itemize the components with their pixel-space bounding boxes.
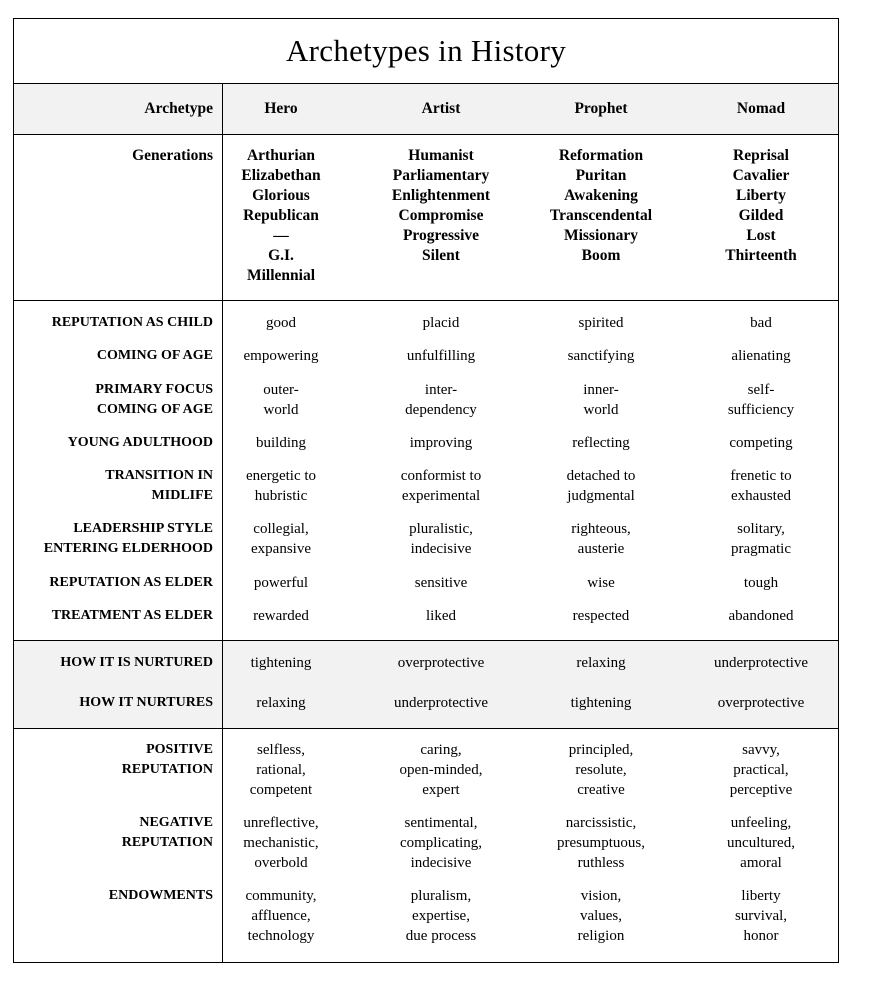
row-cell-hero: empowering <box>243 348 319 364</box>
row-cell-prophet: narcissistic, presumptuous, ruthless <box>557 815 645 871</box>
generations-label: Generations <box>132 147 213 164</box>
row-cell-nomad: overprotective <box>717 695 805 711</box>
row-label: REPUTATION AS CHILD <box>51 315 213 330</box>
row-cell-artist: sentimental, complicating, indecisive <box>399 815 483 871</box>
archetype-header-label: Archetype <box>144 100 213 117</box>
row-cell-nomad: self- sufficiency <box>727 382 795 418</box>
row-cell-hero: collegial, expansive <box>251 521 311 557</box>
row-cell-prophet: righteous, austerie <box>571 521 631 557</box>
row-cell-prophet: vision, values, religion <box>577 888 625 944</box>
divider-title <box>14 83 838 84</box>
row-cell-hero: rewarded <box>253 608 309 624</box>
row-label: YOUNG ADULTHOOD <box>67 435 213 450</box>
row-cell-hero: tightening <box>250 655 312 671</box>
row-cell-nomad: savvy, practical, perceptive <box>729 742 793 798</box>
row-cell-nomad: alienating <box>731 348 791 364</box>
row-cell-hero: energetic to hubristic <box>245 468 317 504</box>
row-cell-hero: relaxing <box>256 695 306 711</box>
row-label: COMING OF AGE <box>96 348 213 363</box>
row-cell-artist: inter- dependency <box>405 382 477 418</box>
row-cell-hero: outer- world <box>263 382 299 418</box>
row-cell-nomad: abandoned <box>728 608 794 624</box>
archetypes-table <box>13 18 839 963</box>
divider-header <box>14 134 838 135</box>
column-header-artist: Artist <box>421 100 461 117</box>
column-header-nomad: Nomad <box>736 100 786 117</box>
row-cell-artist: underprotective <box>393 695 489 711</box>
row-cell-hero: good <box>266 315 296 331</box>
row-cell-nomad: underprotective <box>713 655 809 671</box>
row-cell-prophet: reflecting <box>572 435 630 451</box>
row-label: LEADERSHIP STYLE ENTERING ELDERHOOD <box>43 521 213 556</box>
row-cell-hero: powerful <box>253 575 309 591</box>
row-cell-prophet: sanctifying <box>567 348 635 364</box>
row-cell-nomad: liberty survival, honor <box>734 888 788 944</box>
row-cell-nomad: unfeeling, uncultured, amoral <box>727 815 795 871</box>
row-cell-hero: selfless, rational, competent <box>249 742 313 798</box>
row-cell-nomad: bad <box>750 315 772 331</box>
row-cell-prophet: principled, resolute, creative <box>568 742 634 798</box>
row-cell-prophet: tightening <box>570 695 632 711</box>
generations-prophet: Reformation Puritan Awakening Transcendental Missionary Boom <box>549 147 653 264</box>
row-cell-hero: unreflective, mechanistic, overbold <box>243 815 319 871</box>
generations-nomad: Reprisal Cavalier Liberty Gilded Lost Thirteenth <box>725 147 797 264</box>
row-cell-prophet: detached to judgmental <box>566 468 636 504</box>
row-cell-prophet: inner- world <box>583 382 619 418</box>
row-cell-prophet: relaxing <box>576 655 626 671</box>
column-header-prophet: Prophet <box>574 100 628 117</box>
divider-generations <box>14 300 838 301</box>
row-cell-artist: placid <box>422 315 460 331</box>
row-cell-artist: pluralism, expertise, due process <box>405 888 477 944</box>
row-label: HOW IT NURTURES <box>79 695 213 710</box>
row-cell-prophet: spirited <box>578 315 624 331</box>
row-label: POSITIVE REPUTATION <box>121 742 213 777</box>
row-cell-artist: overprotective <box>397 655 485 671</box>
row-cell-artist: pluralistic, indecisive <box>409 521 473 557</box>
row-label: ENDOWMENTS <box>108 888 213 903</box>
row-cell-prophet: respected <box>572 608 630 624</box>
row-cell-artist: conformist to experimental <box>400 468 482 504</box>
row-cell-nomad: frenetic to exhausted <box>730 468 792 504</box>
generations-hero: Arthurian Elizabethan Glorious Republican — G.I. Millennial <box>241 147 321 284</box>
row-cell-artist: liked <box>426 608 456 624</box>
row-cell-hero: community, affluence, technology <box>245 888 317 944</box>
row-cell-artist: improving <box>409 435 473 451</box>
row-cell-prophet: wise <box>587 575 615 591</box>
row-cell-artist: caring, open-minded, expert <box>399 742 483 798</box>
row-label: PRIMARY FOCUS COMING OF AGE <box>95 382 213 417</box>
generations-artist: Humanist Parliamentary Enlightenment Compromise Progressive Silent <box>391 147 491 264</box>
row-cell-nomad: solitary, pragmatic <box>731 521 791 557</box>
row-label: REPUTATION AS ELDER <box>49 575 213 590</box>
table-title: Archetypes in History <box>285 33 567 68</box>
row-label: TREATMENT AS ELDER <box>51 608 213 623</box>
row-label: NEGATIVE REPUTATION <box>121 815 213 850</box>
row-label: HOW IT IS NURTURED <box>60 655 213 670</box>
column-header-hero: Hero <box>264 100 298 117</box>
row-label: TRANSITION IN MIDLIFE <box>105 468 213 503</box>
row-cell-nomad: tough <box>743 575 779 591</box>
row-cell-nomad: competing <box>729 435 793 451</box>
divider-life <box>14 640 838 641</box>
divider-nurture <box>14 728 838 729</box>
row-cell-artist: sensitive <box>414 575 468 591</box>
row-cell-hero: building <box>255 435 306 451</box>
row-cell-artist: unfulfilling <box>406 348 476 364</box>
